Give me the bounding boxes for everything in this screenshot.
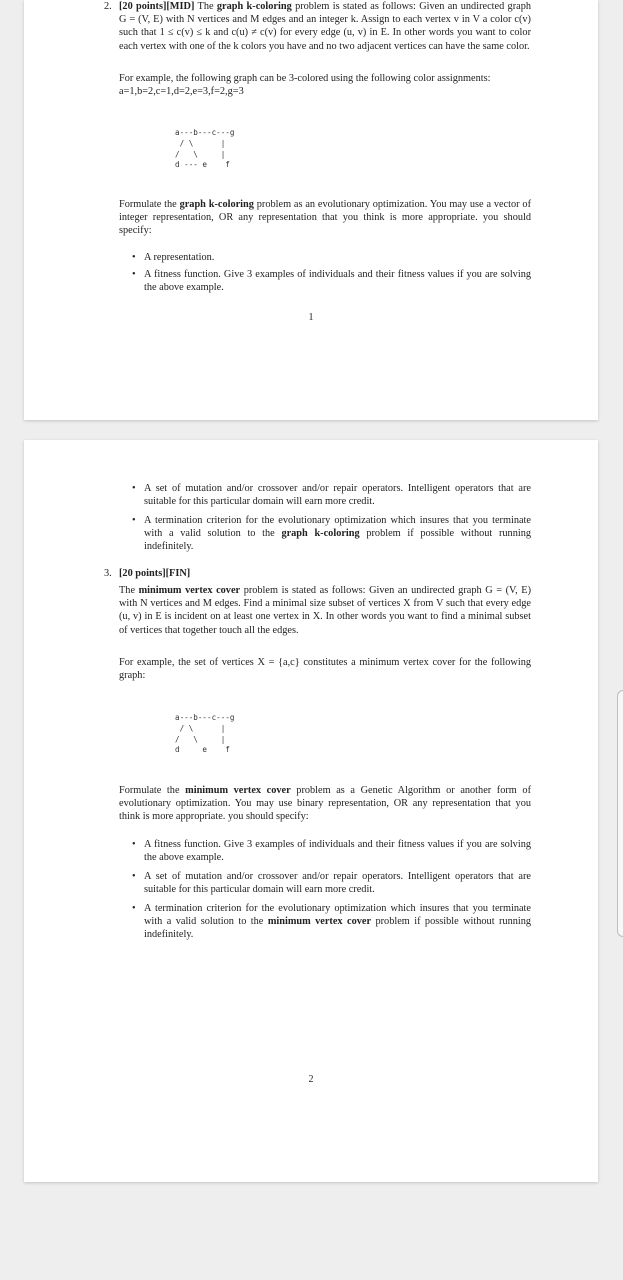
problem-2-statement: [20 points][MID] The graph k-coloring problem is stated as follows: Given an undirected graph G = (V, E) with N vertices and M edges and an integer k. Assign to each vertex v in V a color c(v) such that 1 ≤ c(v) ≤ k and c(u) ≠ c(v) for every edge (u, v) in E. In other words you want to color each vertex with one of the k colors you have and no two adjacent vertices can have the same color. xyxy=(119,1,531,52)
problem-2-number: 2. xyxy=(104,1,112,12)
page-number: 1 xyxy=(308,312,314,323)
bullet-icon: • xyxy=(132,871,136,882)
color-assignments: a=1,b=2,c=1,d=2,e=3,f=2,g=3 xyxy=(119,86,244,97)
problem-2-heading: [20 points][MID] xyxy=(119,1,195,12)
problem-3-number: 3. xyxy=(104,568,112,579)
example-paragraph: For example, the set of vertices X = {a,c} constitutes a minimum vertex cover for the following graph: xyxy=(119,657,531,682)
formulate-paragraph: Formulate the minimum vertex cover problem as a Genetic Algorithm or another form of evolutionary optimization. You may use binary representation, OR any representation that you think is more appropriate. you should specify: xyxy=(119,785,531,823)
bullet-icon: • xyxy=(132,483,136,494)
example-line: For example, the following graph can be 3-colored using the following color assignments: xyxy=(119,73,491,84)
list-item: A fitness function. Give 3 examples of individuals and their fitness values if you are solving the above example. xyxy=(144,839,531,864)
page-number: 2 xyxy=(308,1074,314,1085)
bullet-icon: • xyxy=(132,269,136,280)
problem-3-statement: The minimum vertex cover problem is stated as follows: Given an undirected graph G = (V, E) with N vertices and M edges. Find a minimal size subset of vertices X from V such that every edge (u, v) in E is incident on at least one vertex in X. In other words you want to find a minimal subset of vertices that together touch all the edges. xyxy=(119,585,531,636)
bullet-icon: • xyxy=(132,903,136,914)
document-page-2 xyxy=(24,440,598,1182)
list-item: A set of mutation and/or crossover and/or repair operators. Intelligent operators that are suitable for this particular domain will earn more credit. xyxy=(144,483,531,508)
list-item: A fitness function. Give 3 examples of individuals and their fitness values if you are solving the above example. xyxy=(144,269,531,294)
bullet-icon: • xyxy=(132,515,136,526)
list-item: A set of mutation and/or crossover and/or repair operators. Intelligent operators that are suitable for this particular domain will earn more credit. xyxy=(144,871,531,896)
problem-3-heading: [20 points][FIN] xyxy=(119,568,191,579)
list-item: A termination criterion for the evolutionary optimization which insures that you terminate with a valid solution to the minimum vertex cover problem if possible without running indefinitely. xyxy=(144,903,532,941)
bullet-icon: • xyxy=(132,839,136,850)
list-item: A representation. xyxy=(144,252,215,263)
scrollbar[interactable] xyxy=(617,690,623,937)
bullet-icon: • xyxy=(132,252,136,263)
graph-ascii-diagram: a---b---c---g / \ | / \ | d e f xyxy=(175,713,235,755)
list-item: A termination criterion for the evolutionary optimization which insures that you terminate with a valid solution to the graph k-coloring problem if possible without running indefinitely. xyxy=(144,515,532,553)
document-page-1 xyxy=(24,0,598,420)
graph-ascii-diagram: a---b---c---g / \ | / \ | d --- e f xyxy=(175,128,235,170)
formulate-paragraph: Formulate the graph k-coloring problem as an evolutionary optimization. You may use a vector of integer representation, OR any representation that you think is more appropriate. you should specify: xyxy=(119,199,531,237)
